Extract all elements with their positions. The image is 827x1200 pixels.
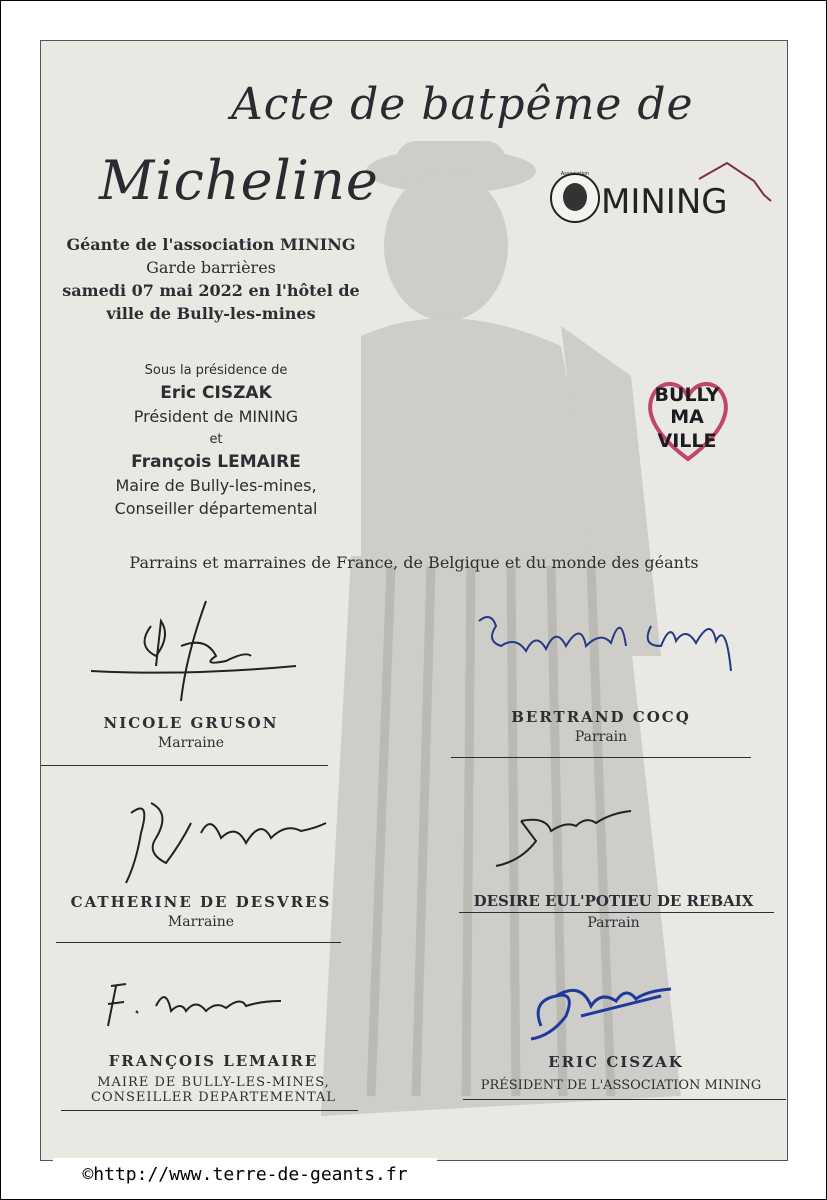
mayor-title: Maire de Bully-les-mines, [115,476,317,495]
subtitle-line: ville de Bully-les-mines [106,304,316,323]
signatory-role: Marraine [167,914,235,930]
signature-line [41,765,328,766]
svg-text:BULLY: BULLY [654,384,720,406]
signatory-role: Parrain [587,915,640,931]
bully-ma-ville-logo [643,371,733,466]
baptism-certificate [40,40,788,1185]
signature-line [451,757,751,758]
signature-line [459,912,774,913]
president-title: Président de MINING [133,407,299,426]
signatory-name: ERIC CISZAK [548,1053,684,1071]
signatory-role [71,1075,356,1105]
signatory-name: CATHERINE DE DESVRES [70,893,332,911]
role-line: CONSEILLER DEPARTEMENTAL [91,1090,336,1105]
presidency-intro: Sous la présidence de [144,363,288,378]
certificate-title: Acte de batpême de [231,79,694,130]
signature-desire-eul-potieu [491,801,641,871]
signatory-role: Parrain [574,729,628,745]
signature-francois-lemaire [96,976,286,1036]
svg-text:MA: MA [670,406,704,428]
signature-nicole-gruson [86,596,306,706]
mayor-title: Conseiller départemental [114,499,318,518]
giant-name: Micheline [99,149,379,212]
signature-line [61,1110,358,1111]
signature-line [463,1099,786,1100]
copyright-credit: ©http://www.terre-de-geants.fr [53,1158,437,1192]
svg-text:Association: Association [560,171,590,177]
signatory-name: DESIRE EUL'POTIEU DE REBAIX [473,892,754,910]
svg-text:MINING: MINING [601,182,728,222]
conjunction: et [209,432,223,447]
subtitle-line: Géante de l'association MINING [66,235,356,254]
mining-logo [549,161,779,236]
signatory-name: FRANÇOIS LEMAIRE [108,1052,319,1070]
godparents-heading: Parrains et marraines de France, de Belgique et du monde des géants [129,553,699,572]
signature-line [56,942,341,943]
svg-text:VILLE: VILLE [657,430,717,452]
presidency-block [76,359,356,520]
subtitle-line: samedi 07 mai 2022 en l'hôtel de [62,281,360,300]
signature-eric-ciszak [521,971,676,1046]
signatory-role: PRÉSIDENT DE L'ASSOCIATION MINING [480,1078,762,1093]
president-name: Eric CISZAK [160,383,272,403]
signatory-name: BERTRAND COCQ [511,708,691,726]
mayor-name: François LEMAIRE [131,452,301,472]
giant-description [41,233,381,325]
signature-bertrand-cocq [471,601,741,691]
signature-catherine-de-desvres [111,793,331,893]
subtitle-line: Garde barrières [146,258,276,277]
signatory-name: NICOLE GRUSON [103,714,279,732]
role-line: MAIRE DE BULLY-LES-MINES, [97,1075,330,1090]
signatory-role: Marraine [157,735,225,751]
